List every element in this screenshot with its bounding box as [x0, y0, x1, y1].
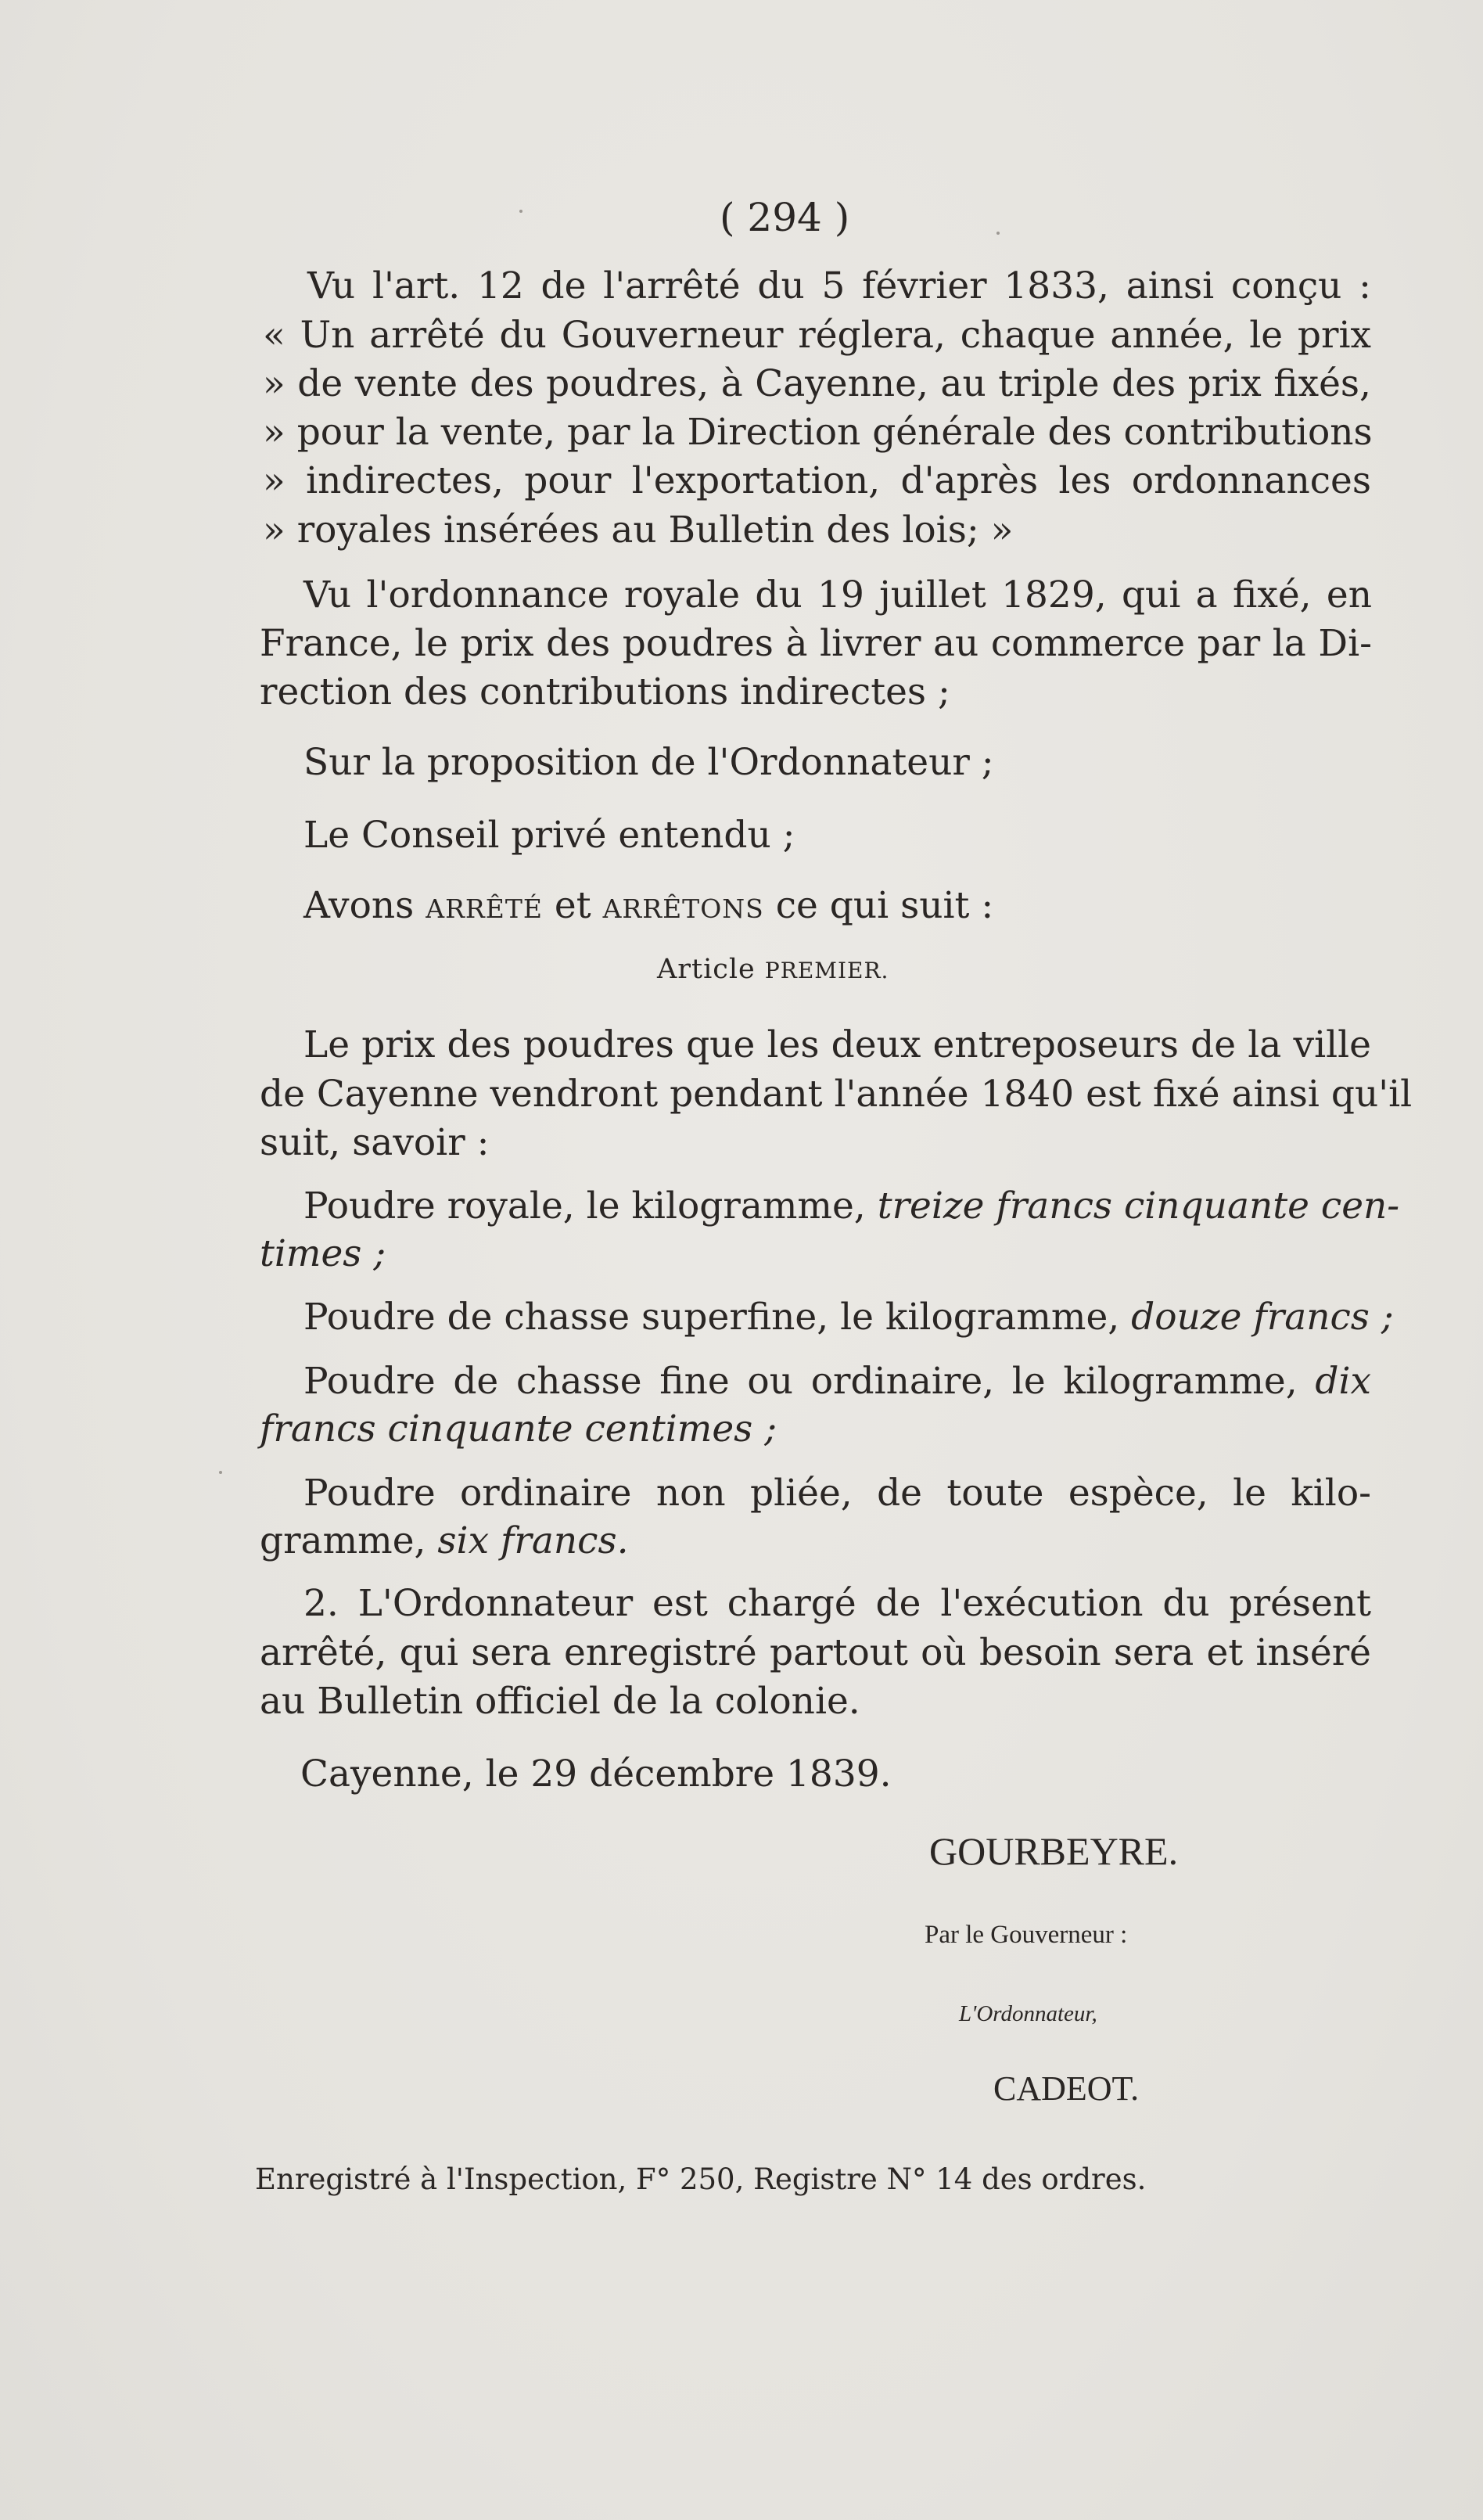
governor-signature: GOURBEYRE. [929, 1829, 1179, 1873]
text-line [303, 1296, 1394, 1339]
poudre-superfine-label: Poudre de chasse superfine, le kilogramme, [303, 1296, 1120, 1339]
text-line [303, 884, 993, 931]
avons-arrete: ARRÊTÉ [426, 893, 543, 924]
text-line: Le Conseil privé entendu ; [303, 814, 795, 857]
poudre-royale-price: treize francs cinquante cen- [877, 1185, 1400, 1228]
text-line: times ; [260, 1232, 386, 1275]
par-le-gouverneur: Par le Gouverneur : [925, 1921, 1128, 1949]
text-line: au Bulletin officiel de la colonie. [260, 1680, 860, 1723]
text-line: Le prix des poudres que les deux entreposeurs de la ville [303, 1023, 1371, 1066]
text-line: 2. L'Ordonnateur est chargé de l'exécution du présent [303, 1582, 1371, 1625]
poudre-royale-label: Poudre royale, le kilogramme, [303, 1185, 866, 1228]
registration-note: Enregistré à l'Inspection, F° 250, Registre N° 14 des ordres. [255, 2162, 1147, 2196]
avons-middle: et [554, 884, 591, 927]
avons-prefix: Avons [303, 884, 415, 927]
text-line [303, 1185, 1400, 1228]
poudre-fine-label: Poudre de chasse fine ou ordinaire, le kilogramme, [303, 1360, 1298, 1403]
paper-speck [219, 1471, 222, 1474]
poudre-fine-price: dix [1315, 1360, 1371, 1403]
article-heading [657, 951, 889, 989]
text-line: de Cayenne vendront pendant l'année 1840 est fixé ainsi qu'il [260, 1073, 1413, 1116]
text-line: » indirectes, pour l'exportation, d'après les ordonnances [263, 459, 1371, 502]
poudre-ordinaire-price: six francs. [437, 1519, 629, 1562]
text-line: » royales insérées au Bulletin des lois; » [263, 509, 1014, 552]
ordonnateur-signature: CADEOT. [993, 2069, 1140, 2108]
article-heading-second: PREMIER. [764, 958, 889, 983]
poudre-superfine-price: douze francs ; [1131, 1296, 1394, 1339]
ordonnateur-title: L'Ordonnateur, [959, 2001, 1097, 2026]
text-line: « Un arrêté du Gouverneur réglera, chaque année, le prix [263, 314, 1371, 357]
text-line: Vu l'ordonnance royale du 19 juillet 1829, qui a fixé, en [303, 573, 1372, 617]
text-line: rection des contributions indirectes ; [260, 670, 950, 714]
text-line [260, 1519, 629, 1563]
paper-speck [996, 232, 1000, 235]
text-line [303, 1360, 1371, 1404]
avons-arretons: ARRÊTONS [602, 893, 764, 924]
text-line: Vu l'art. 12 de l'arrêté du 5 février 1833, ainsi conçu : [307, 264, 1371, 307]
text-line: » pour la vente, par la Direction générale des contributions [263, 411, 1373, 454]
date-line: Cayenne, le 29 décembre 1839. [300, 1752, 892, 1796]
text-line: Sur la proposition de l'Ordonnateur ; [303, 741, 994, 784]
text-line: France, le prix des poudres à livrer au commerce par la Di- [260, 622, 1372, 665]
page-number: ( 294 ) [720, 195, 850, 240]
poudre-ordinaire-label: gramme, [260, 1519, 426, 1562]
avons-suffix: ce qui suit : [775, 884, 994, 927]
article-heading-first: Article [657, 954, 756, 985]
text-line: Poudre ordinaire non pliée, de toute espèce, le kilo- [303, 1472, 1371, 1515]
paper-speck [519, 210, 522, 213]
text-line: suit, savoir : [260, 1121, 490, 1164]
text-line: arrêté, qui sera enregistré partout où besoin sera et inséré [260, 1631, 1371, 1674]
text-line: » de vente des poudres, à Cayenne, au triple des prix fixés, [263, 362, 1371, 405]
text-line: francs cinquante centimes ; [260, 1407, 777, 1451]
